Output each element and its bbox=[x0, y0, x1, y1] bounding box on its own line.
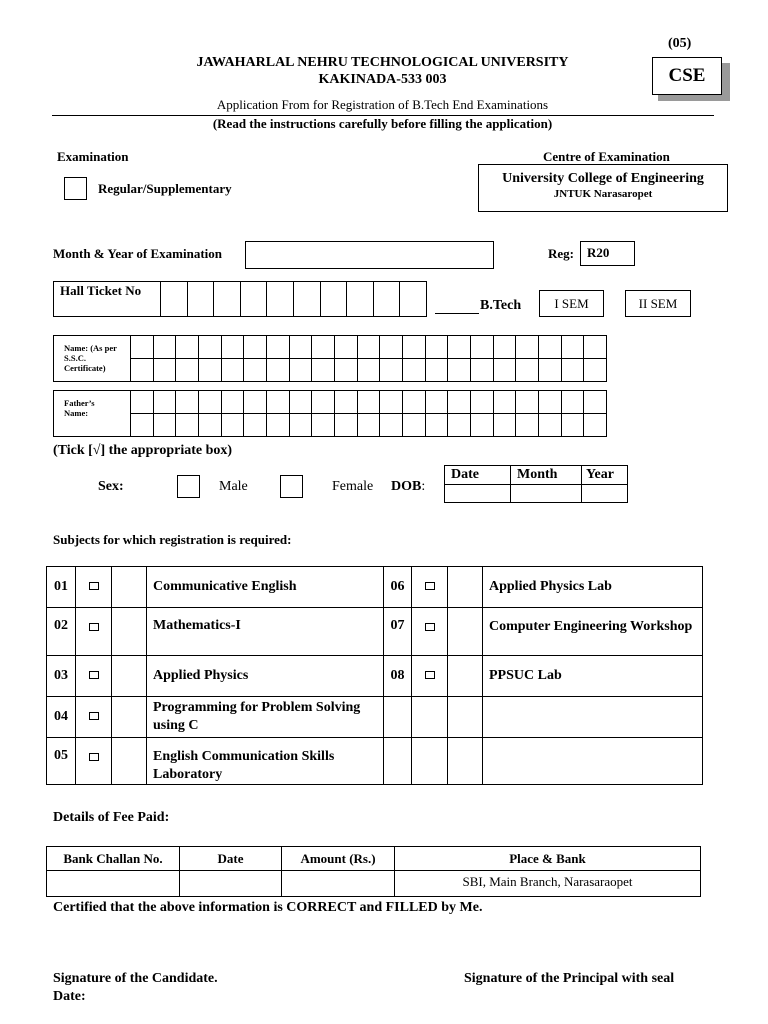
subject-name: Programming for Problem Solving using C bbox=[147, 697, 384, 738]
dob-col-date: Date bbox=[445, 466, 511, 485]
subject-number: 02 bbox=[47, 608, 76, 656]
subject-number: 08 bbox=[384, 656, 412, 697]
subject-name bbox=[483, 738, 703, 785]
subject-blank-cell bbox=[112, 738, 147, 785]
subject-name: Applied Physics Lab bbox=[483, 567, 703, 608]
subject-number: 03 bbox=[47, 656, 76, 697]
sem1-box[interactable]: I SEM bbox=[539, 290, 604, 317]
year-blank-line[interactable] bbox=[435, 313, 479, 314]
subject-name: Communicative English bbox=[147, 567, 384, 608]
subject-name: English Communication Skills Laboratory bbox=[147, 738, 384, 785]
month-year-input[interactable] bbox=[245, 241, 494, 269]
subject-checkbox[interactable] bbox=[425, 671, 435, 679]
subject-name: Mathematics-I bbox=[147, 608, 384, 656]
subject-number: 06 bbox=[384, 567, 412, 608]
father-label-box bbox=[53, 390, 131, 437]
dob-year-input[interactable] bbox=[582, 484, 628, 503]
dob-colon: : bbox=[421, 479, 426, 494]
fee-date-input[interactable] bbox=[180, 871, 282, 897]
certify-statement: Certified that the above information is CORRECT and FILLED by Me. bbox=[53, 900, 483, 915]
hall-ticket-cells[interactable] bbox=[160, 281, 427, 317]
tick-note: (Tick [√] the appropriate box) bbox=[53, 443, 233, 458]
btech-label: B.Tech bbox=[480, 298, 522, 313]
university-name: JAWAHARLAL NEHRU TECHNOLOGICAL UNIVERSITY bbox=[196, 55, 569, 70]
date-label: Date: bbox=[53, 989, 86, 1004]
subject-blank-cell bbox=[448, 697, 483, 738]
subject-number: 01 bbox=[47, 567, 76, 608]
subject-checkbox[interactable] bbox=[89, 582, 99, 590]
subject-blank-cell bbox=[112, 608, 147, 656]
subject-blank-cell bbox=[448, 738, 483, 785]
dob-col-month: Month bbox=[511, 466, 582, 485]
subject-blank-cell bbox=[112, 567, 147, 608]
hall-ticket-label: Hall Ticket No bbox=[60, 283, 142, 298]
subject-blank-cell bbox=[448, 656, 483, 697]
subject-checkbox[interactable] bbox=[89, 623, 99, 631]
subject-checkbox[interactable] bbox=[425, 582, 435, 590]
sex-label: Sex: bbox=[98, 479, 124, 494]
subject-checkbox[interactable] bbox=[89, 671, 99, 679]
fee-col-place: Place & Bank bbox=[395, 847, 701, 871]
subject-row bbox=[47, 608, 703, 656]
dob-table bbox=[444, 465, 628, 503]
fee-table bbox=[46, 846, 701, 897]
subject-checkbox[interactable] bbox=[425, 623, 435, 631]
subject-number bbox=[384, 738, 412, 785]
dob-label bbox=[391, 479, 425, 495]
subject-number bbox=[384, 697, 412, 738]
subject-checkbox[interactable] bbox=[89, 712, 99, 720]
reg-value: R20 bbox=[580, 241, 635, 266]
subject-number: 04 bbox=[47, 697, 76, 738]
subjects-table bbox=[46, 566, 703, 785]
female-checkbox[interactable] bbox=[280, 475, 303, 498]
centre-box bbox=[478, 164, 728, 212]
university-city: KAKINADA-533 003 bbox=[318, 72, 447, 87]
father-label: Father’s Name: bbox=[64, 398, 95, 418]
name-cells[interactable] bbox=[130, 335, 607, 382]
subject-blank-cell bbox=[412, 697, 448, 738]
subject-blank-cell bbox=[112, 697, 147, 738]
father-cells[interactable] bbox=[130, 390, 607, 437]
name-label-box bbox=[53, 335, 131, 382]
subject-row bbox=[47, 567, 703, 608]
centre-label: Centre of Examination bbox=[543, 149, 670, 164]
name-label: Name: (As per S.S.C. Certificate) bbox=[64, 343, 117, 373]
fee-col-challan: Bank Challan No. bbox=[47, 847, 180, 871]
subject-blank-cell bbox=[448, 608, 483, 656]
branch-box: CSE bbox=[652, 57, 722, 95]
examination-label: Examination bbox=[57, 149, 129, 164]
subjects-heading: Subjects for which registration is required: bbox=[53, 532, 292, 547]
subject-checkbox[interactable] bbox=[89, 753, 99, 761]
regular-supplementary-label: Regular/Supplementary bbox=[98, 181, 232, 196]
subject-blank-cell bbox=[448, 567, 483, 608]
subject-name: PPSUC Lab bbox=[483, 656, 703, 697]
principal-signature-label: Signature of the Principal with seal bbox=[464, 971, 675, 986]
hall-ticket-label-box bbox=[53, 281, 161, 317]
subject-row bbox=[47, 656, 703, 697]
subject-blank-cell bbox=[112, 656, 147, 697]
male-label: Male bbox=[219, 479, 248, 494]
subject-number: 05 bbox=[47, 738, 76, 785]
fee-heading: Details of Fee Paid: bbox=[53, 810, 170, 825]
centre-name: University College of Engineering bbox=[502, 171, 704, 186]
sem2-box[interactable]: II SEM bbox=[625, 290, 691, 317]
form-number: (05) bbox=[668, 36, 692, 51]
amount-input[interactable] bbox=[282, 871, 395, 897]
dob-date-input[interactable] bbox=[445, 484, 511, 503]
dob-label-text: DOB bbox=[391, 479, 422, 494]
subject-number: 07 bbox=[384, 608, 412, 656]
centre-place: JNTUK Narasaropet bbox=[553, 188, 653, 200]
subject-name bbox=[483, 697, 703, 738]
reg-label: Reg: bbox=[548, 246, 574, 261]
dob-col-year: Year bbox=[582, 466, 628, 485]
subject-blank-cell bbox=[412, 738, 448, 785]
regular-supplementary-checkbox[interactable] bbox=[64, 177, 87, 200]
place-bank-value: SBI, Main Branch, Narasaraopet bbox=[395, 871, 701, 897]
dob-month-input[interactable] bbox=[511, 484, 582, 503]
instruction-note: (Read the instructions carefully before filling the application) bbox=[212, 116, 553, 131]
fee-col-amount: Amount (Rs.) bbox=[282, 847, 395, 871]
subject-row bbox=[47, 738, 703, 785]
male-checkbox[interactable] bbox=[177, 475, 200, 498]
subject-name: Computer Engineering Workshop bbox=[483, 608, 703, 656]
challan-input[interactable] bbox=[47, 871, 180, 897]
female-label: Female bbox=[332, 479, 374, 494]
candidate-signature-label: Signature of the Candidate. bbox=[53, 971, 218, 986]
form-title: Application From for Registration of B.Tech End Examinations bbox=[216, 97, 549, 112]
subject-name: Applied Physics bbox=[147, 656, 384, 697]
fee-col-date: Date bbox=[180, 847, 282, 871]
month-year-label: Month & Year of Examination bbox=[53, 246, 222, 261]
subject-row bbox=[47, 697, 703, 738]
